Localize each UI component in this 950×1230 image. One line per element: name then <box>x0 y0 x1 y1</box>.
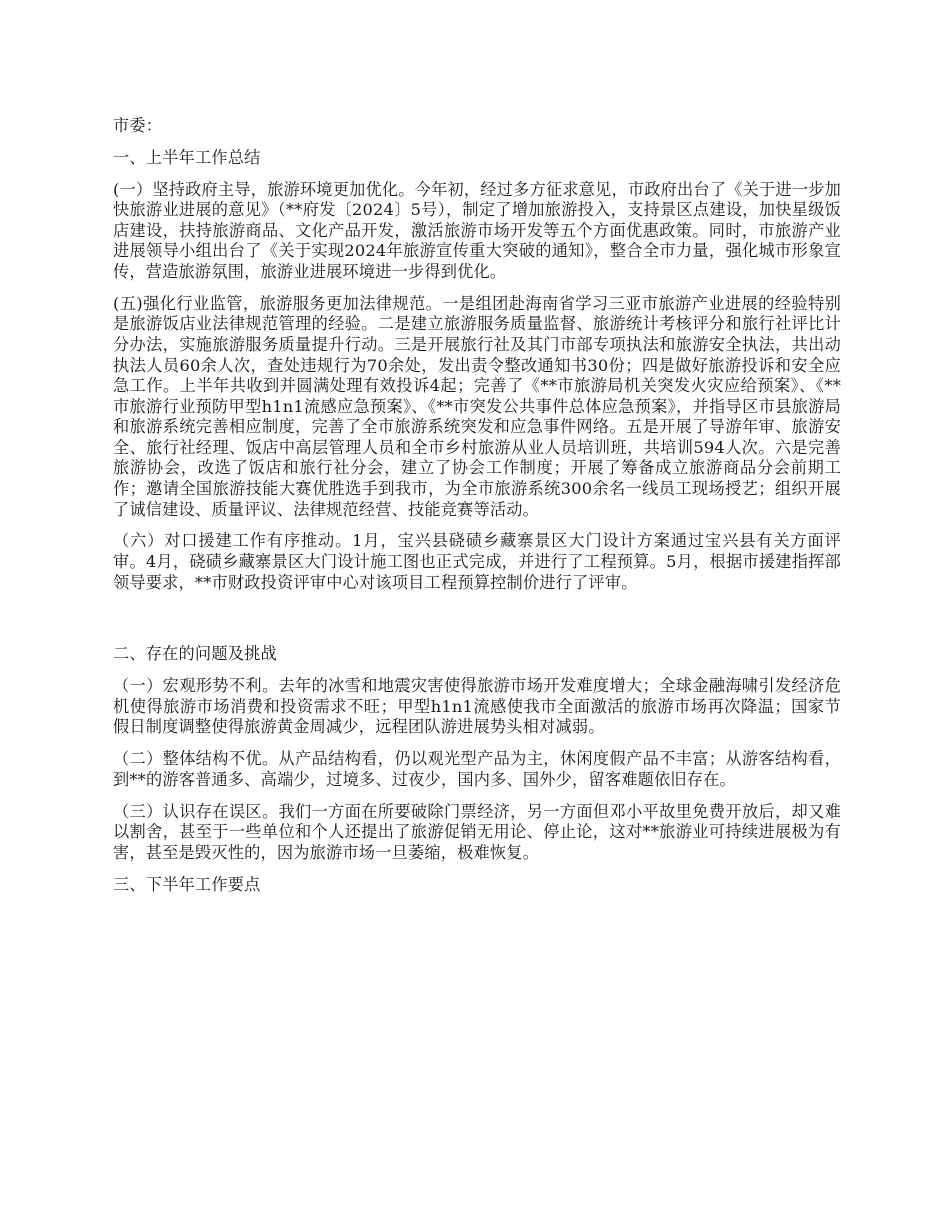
paragraph-misconception: （三）认识存在误区。我们一方面在所要破除门票经济，另一方面但邓小平故里免费开放后，却又难以割舍，甚至于一些单位和个人还提出了旅游促销无用论、停止论，这对**旅游业可持续进展极为有害，甚至是毁灭性的，因为旅游市场一旦萎缩，极难恢复。 <box>113 801 841 862</box>
paragraph-macro-situation: （一）宏观形势不利。去年的冰雪和地震灾害使得旅游市场开发难度增大；全球金融海啸引发经济危机使得旅游市场消费和投资需求不旺；甲型h1n1流感使我市全面激活的旅游市场再次降温；国家节假日制度调整使得旅游黄金周减少，远程团队游进展势头相对减弱。 <box>113 676 841 737</box>
section-heading-problems: 二、存在的问题及挑战 <box>113 644 277 664</box>
paragraph-policy: (一）坚持政府主导，旅游环境更加优化。今年初，经过多方征求意见，市政府出台了《关于进一步加快旅游业进展的意见》（**府发〔2024〕5号），制定了增加旅游投入，支持景区点建设，加快星级饭店建设，扶持旅游商品、文化产品开发，激活旅游市场开发等五个方面优惠政策。同时，市旅游产业进展领导小组出台了《关于实现2024年旅游宣传重大突破的通知》，整合全市力量，强化城市形象宣传，营造旅游氛围，旅游业进展环境进一步得到优化。 <box>113 179 841 281</box>
section-heading-next-half: 三、下半年工作要点 <box>113 874 261 894</box>
section-heading-summary: 一、上半年工作总结 <box>113 147 261 167</box>
paragraph-regulation: (五)强化行业监管，旅游服务更加法律规范。一是组团赴海南省学习三亚市旅游产业进展的经验特别是旅游饭店业法律规范管理的经验。二是建立旅游服务质量监督、旅游统计考核评分和旅行社评比计分办法，实施旅游服务质量提升行动。三是开展旅行社及其门市部专项执法和旅游安全执法，共出动执法人员60余人次，查处违规行为70余处，发出责令整改通知书30份；四是做好旅游投诉和安全应急工作。上半年共收到并圆满处理有效投诉4起；完善了《**市旅游局机关突发火灾应给预案》、《**市旅游行业预防甲型h1n1流感应急预案》、《**市突发公共事件总体应急预案》，并指导区市县旅游局和旅游系统完善相应制度，完善了全市旅游系统突发和应急事件网络。五是开展了导游年审、旅游安全、旅行社经理、饭店中高层管理人员和全市乡村旅游从业人员培训班，共培训594人次。六是完善旅游协会，改选了饭店和旅行社分会，建立了协会工作制度；开展了筹备成立旅游商品分会前期工作；邀请全国旅游技能大赛优胜选手到我市，为全市旅游系统300余名一线员工现场授艺；组织开展了诚信建设、质量评议、法律规范经营、技能竞赛等活动。 <box>113 293 841 519</box>
salutation: 市委： <box>113 116 163 135</box>
paragraph-structure: （二）整体结构不优。从产品结构看，仍以观光型产品为主，休闲度假产品不丰富；从游客结构看，到**的游客普通多、高端少，过境多、过夜少，国内多、国外少，留客难题依旧存在。 <box>113 749 841 789</box>
paragraph-aid-construction: （六）对口援建工作有序推动。1月，宝兴县硗碛乡藏寨景区大门设计方案通过宝兴县有关方面评审。4月，硗碛乡藏寨景区大门设计施工图也正式完成，并进行了工程预算。5月，根据市援建指挥部领导要求，**市财政投资评审中心对该项目工程预算控制价进行了评审。 <box>113 531 841 592</box>
section-spacer <box>113 604 841 644</box>
document-body <box>113 116 841 906</box>
